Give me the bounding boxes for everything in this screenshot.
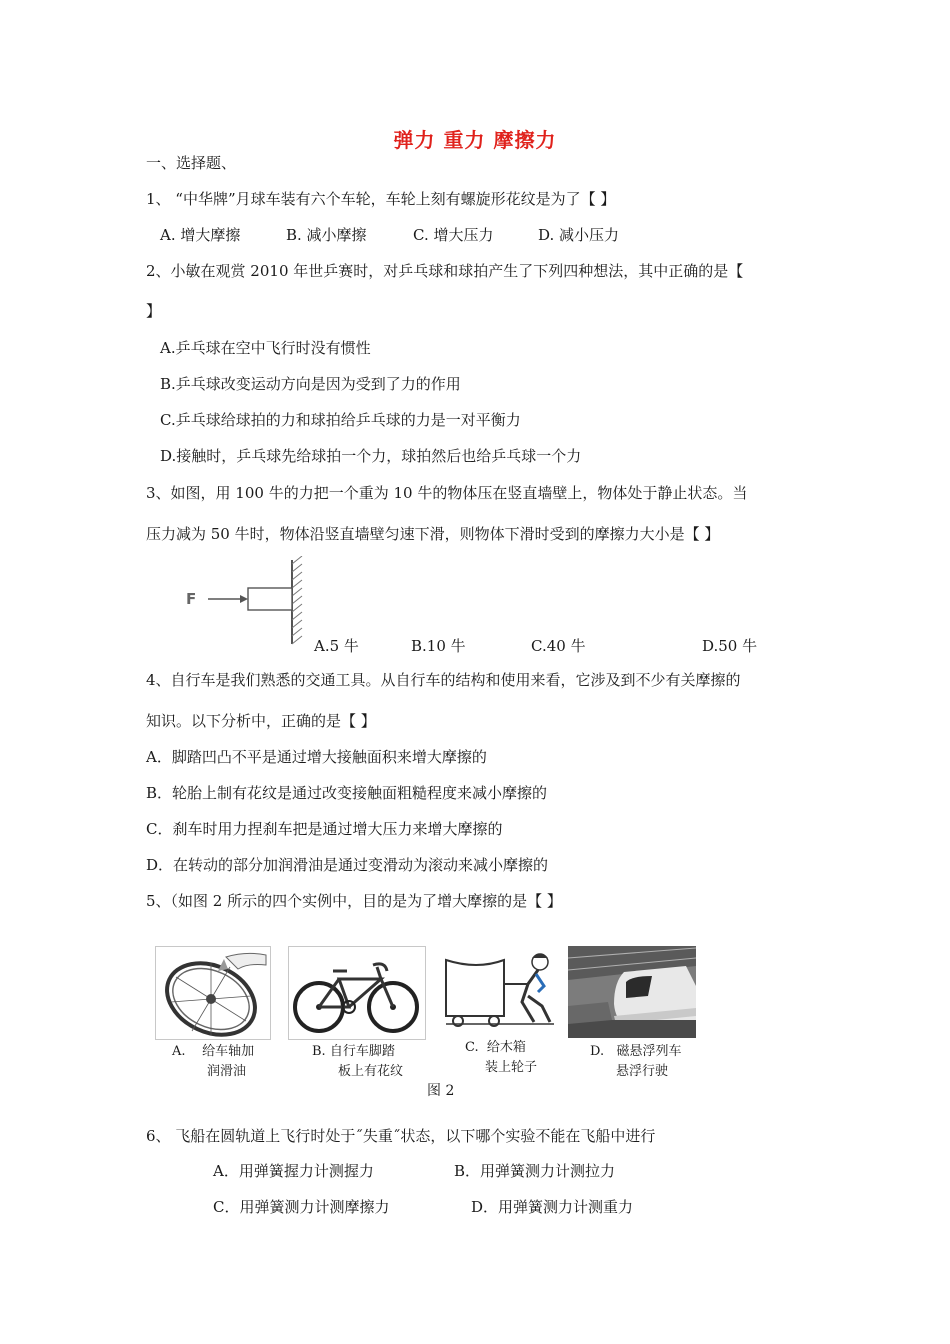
wall-force-figure [180,556,320,648]
q6-option-d: D．用弹簧测力计测重力 [471,1198,634,1216]
box-with-wheels-image [442,946,556,1038]
caption-c-line2: 装上轮子 [485,1060,538,1075]
caption-a-letter: A. [172,1044,186,1059]
q6-option-b: B．用弹簧测力计测拉力 [454,1162,616,1180]
q6-option-a: A．用弹簧握力计测握力 [213,1162,374,1180]
q1-option-c: C. 增大压力 [413,226,494,244]
q2-option-d: D.接触时，乒乓球先给球拍一个力，球拍然后也给乒乓球一个力 [160,447,582,465]
q6-option-c: C．用弹簧测力计测摩擦力 [213,1198,390,1216]
question-4-stem-line2: 知识。以下分析中，正确的是【 】 [146,712,376,730]
question-2-stem-end: 】 [146,302,162,320]
caption-a [172,1042,254,1082]
q2-option-b: B.乒乓球改变运动方向是因为受到了力的作用 [160,375,461,393]
q4-option-c: C．刹车时用力捏刹车把是通过增大压力来增大摩擦的 [146,820,503,838]
caption-b-letter: B. [312,1044,326,1059]
maglev-train-image [568,946,696,1038]
figure-2-caption: 图 2 [427,1083,455,1099]
question-5-stem: 5、（如图 2 所示的四个实例中，目的是为了增大摩擦的是【 】 [146,892,562,910]
question-1-stem: 1、 “中华牌”月球车装有六个车轮，车轮上刻有螺旋形花纹是为了【 】 [146,190,616,208]
q3-option-a: A.5 牛 [314,637,359,655]
caption-b [312,1042,403,1082]
q4-option-b: B．轮胎上制有花纹是通过改变接触面粗糙程度来减小摩擦的 [146,784,548,802]
caption-b-line1: 自行车脚踏 [329,1044,395,1059]
question-3-stem-line2: 压力减为 50 牛时，物体沿竖直墙壁匀速下滑，则物体下滑时受到的摩擦力大小是【 】 [146,525,720,543]
bicycle-image [288,946,426,1040]
question-6-stem: 6、 飞船在圆轨道上飞行时处于˝失重˝状态，以下哪个实验不能在飞船中进行 [146,1127,656,1145]
caption-a-line1: 给车轴加 [202,1044,255,1059]
q4-option-a: A．脚踏凹凸不平是通过增大接触面积来增大摩擦的 [146,748,487,766]
caption-d-letter: D. [590,1044,605,1059]
question-2-stem: 2、小敏在观赏 2010 年世乒赛时，对乒乓球和球拍产生了下列四种想法，其中正确的是【 [146,262,744,280]
q3-option-b: B.10 牛 [411,637,466,655]
force-label: F [186,590,197,608]
caption-d-line1: 磁悬浮列车 [616,1044,682,1059]
q2-option-c: C.乒乓球给球拍的力和球拍给乒乓球的力是一对平衡力 [160,411,521,429]
page-title: 弹力 重力 摩擦力 [393,128,557,152]
q2-option-a: A.乒乓球在空中飞行时没有惯性 [160,339,371,357]
q4-option-d: D．在转动的部分加润滑油是通过变滑动为滚动来减小摩擦的 [146,856,549,874]
q1-option-b: B. 减小摩擦 [286,226,367,244]
q3-option-d: D.50 牛 [702,637,758,655]
caption-d [590,1042,682,1082]
q1-option-a: A. 增大摩擦 [160,226,241,244]
caption-b-line2: 板上有花纹 [338,1064,404,1079]
q3-option-c: C.40 牛 [531,637,586,655]
section-heading: 一、选择题、 [146,154,237,172]
caption-c-line1: 给木箱 [486,1040,526,1055]
caption-a-line2: 润滑油 [207,1064,247,1079]
wheel-oiling-image [155,946,271,1040]
caption-d-line2: 悬浮行驶 [616,1064,669,1079]
question-4-stem-line1: 4、自行车是我们熟悉的交通工具。从自行车的结构和使用来看，它涉及到不少有关摩擦的 [146,671,741,689]
caption-c-letter: C. [465,1040,479,1055]
caption-c [465,1038,537,1078]
q1-option-d: D. 减小压力 [538,226,620,244]
question-3-stem-line1: 3、如图，用 100 牛的力把一个重为 10 牛的物体压在竖直墙壁上，物体处于静止状态。当 [146,484,748,502]
